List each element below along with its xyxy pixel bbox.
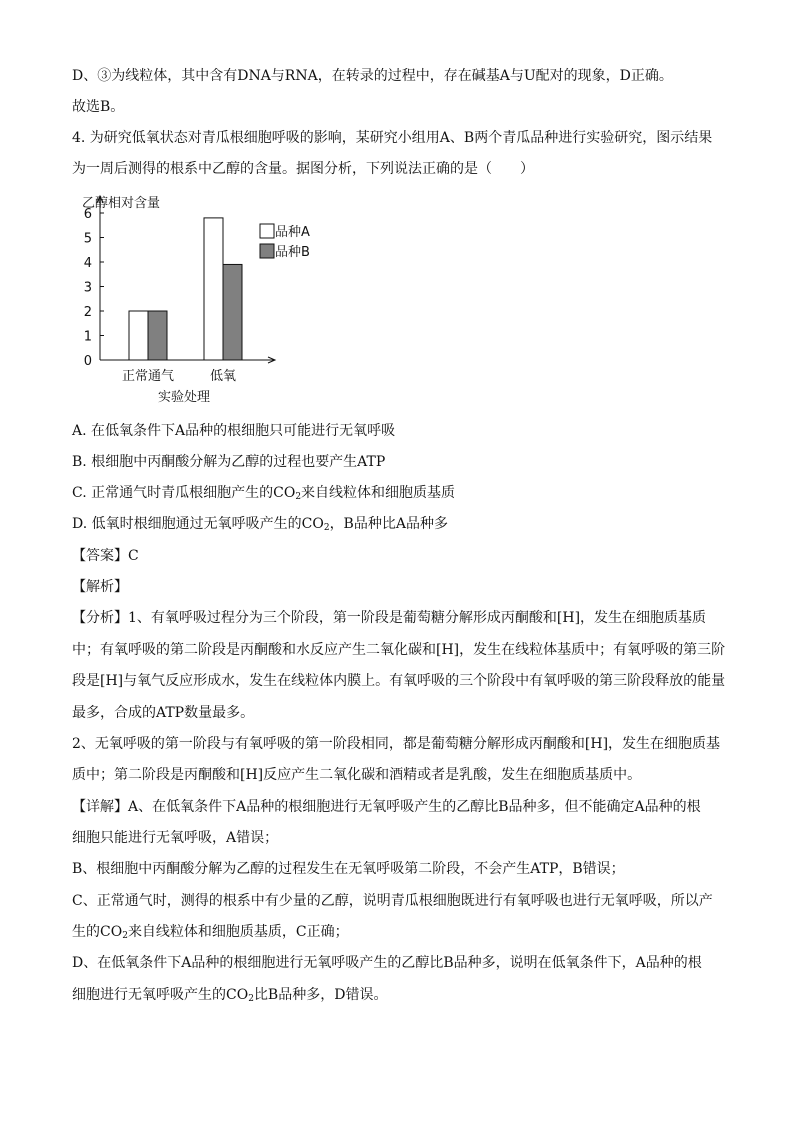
ethanol-bar-chart: [70, 188, 310, 408]
y-tick-label: 5: [83, 231, 92, 247]
bar-品种A-低氧: [204, 218, 223, 360]
option-c: [72, 483, 455, 507]
question-4-line2: 为一周后测得的根系中乙醇的含量。据图分析，下列说法正确的是（ ）: [72, 161, 534, 177]
chart-categories: [122, 368, 236, 384]
answer-value: C: [128, 548, 139, 564]
option-c-text: C. 正常通气时青瓜根细胞产生的CO: [72, 485, 296, 501]
option-d-sub: 2: [323, 523, 330, 533]
chart-ylabel: 乙醇相对含量: [82, 196, 161, 211]
answer-tag: 【答案】: [72, 548, 128, 564]
y-tick-label: 3: [83, 280, 92, 296]
analysis-tag: 【解析】: [72, 579, 128, 595]
analysis-p2-l2: 质中；第二阶段是丙酮酸和[H]反应产生二氧化碳和酒精或者是乳酸，发生在细胞质基质中。: [72, 767, 642, 783]
detail-b: B、根细胞中丙酮酸分解为乙醇的过程发生在无氧呼吸第二阶段，不会产生ATP，B错误；: [72, 861, 625, 877]
y-tick-label: 4: [83, 256, 92, 271]
category-label: 低氧: [209, 369, 237, 384]
detail-d-text-end: 比B品种多，D错误。: [253, 987, 388, 1003]
detail-d-sub: 2: [248, 994, 254, 1004]
analysis-p1-l2: 中；有氧呼吸的第二阶段是丙酮酸和水反应产生二氧化碳和[H]，发生在线粒体基质中；有氧呼吸的第三阶: [72, 642, 726, 658]
answer: [72, 546, 139, 566]
analysis-p2-l1: 2、无氧呼吸的第一阶段与有氧呼吸的第一阶段相同，都是葡萄糖分解形成丙酮酸和[H]，发生在细胞质基: [72, 736, 721, 752]
analysis-p1-l4: 最多，合成的ATP数量最多。: [72, 705, 255, 721]
y-tick-label: 2: [83, 305, 92, 320]
prev-answer-d: D、③为线粒体，其中含有DNA与RNA，在转录的过程中，存在碱基A与U配对的现象，D正确。: [72, 68, 673, 84]
option-d: [72, 514, 448, 538]
detail-c-l2: [72, 922, 349, 946]
option-b: B. 根细胞中丙酮酸分解为乙醇的过程也要产生ATP: [72, 454, 386, 470]
detail-d-l2: [72, 985, 387, 1009]
bar-品种B-正常通气: [148, 311, 167, 360]
y-tick-label: 6: [83, 207, 92, 222]
legend-swatch: [260, 224, 274, 238]
option-d-text: D. 低氧时根细胞通过无氧呼吸产生的CO: [72, 516, 324, 532]
chart-legend: [260, 224, 310, 260]
option-c-sub: 2: [295, 492, 302, 502]
detail-d-text: 细胞进行无氧呼吸产生的CO: [72, 987, 249, 1003]
bar-品种B-低氧: [223, 264, 242, 360]
legend-label: 品种A: [275, 225, 310, 240]
chart-bars: [129, 218, 242, 360]
bar-品种A-正常通气: [129, 311, 148, 360]
detail-a-l1: 【详解】A、在低氧条件下A品种的根细胞进行无氧呼吸产生的乙醇比B品种多，但不能确定A品种的根: [72, 799, 701, 815]
analysis-p1-l3: 段是[H]与氧气反应形成水，发生在线粒体内膜上。有氧呼吸的三个阶段中有氧呼吸的第三阶段释放的能量: [72, 673, 726, 689]
category-label: 正常通气: [121, 369, 175, 384]
analysis-p1-l1: 【分析】1、有氧呼吸过程分为三个阶段，第一阶段是葡萄糖分解形成丙酮酸和[H]，发生在细胞质基质: [72, 610, 707, 626]
option-d-text-end: ，B品种比A品种多: [329, 516, 448, 532]
option-a: A. 在低氧条件下A品种的根细胞只可能进行无氧呼吸: [72, 423, 396, 439]
detail-c-l1: C、正常通气时，测得的根系中有少量的乙醇，说明青瓜根细胞既进行有氧呼吸也进行无氧呼吸，所以产: [72, 893, 713, 909]
y-tick-label: 0: [83, 354, 92, 369]
y-tick-label: 1: [83, 329, 92, 345]
chart-axes: [97, 196, 275, 363]
legend-swatch: [260, 244, 274, 258]
detail-c-text-end: 来自线粒体和细胞质基质，C正确；: [127, 924, 349, 940]
detail-c-text: 生的CO: [72, 924, 123, 940]
detail-d-l1: D、在低氧条件下A品种的根细胞进行无氧呼吸产生的乙醇比B品种多，说明在低氧条件下，A品种的根: [72, 955, 702, 971]
legend-label: 品种B: [275, 245, 310, 260]
chart-y-ticks: [84, 207, 104, 369]
prev-conclusion: 故选B。: [72, 99, 125, 115]
detail-c-sub: 2: [122, 931, 128, 941]
chart-xlabel: 实验处理: [158, 390, 211, 405]
detail-a-l2: 细胞只能进行无氧呼吸，A错误；: [72, 830, 279, 846]
option-c-text-end: 来自线粒体和细胞质基质: [301, 485, 456, 501]
question-4-line1: 4. 为研究低氧状态对青瓜根细胞呼吸的影响，某研究小组用A、B两个青瓜品种进行实验研究，图示结果: [72, 130, 713, 146]
